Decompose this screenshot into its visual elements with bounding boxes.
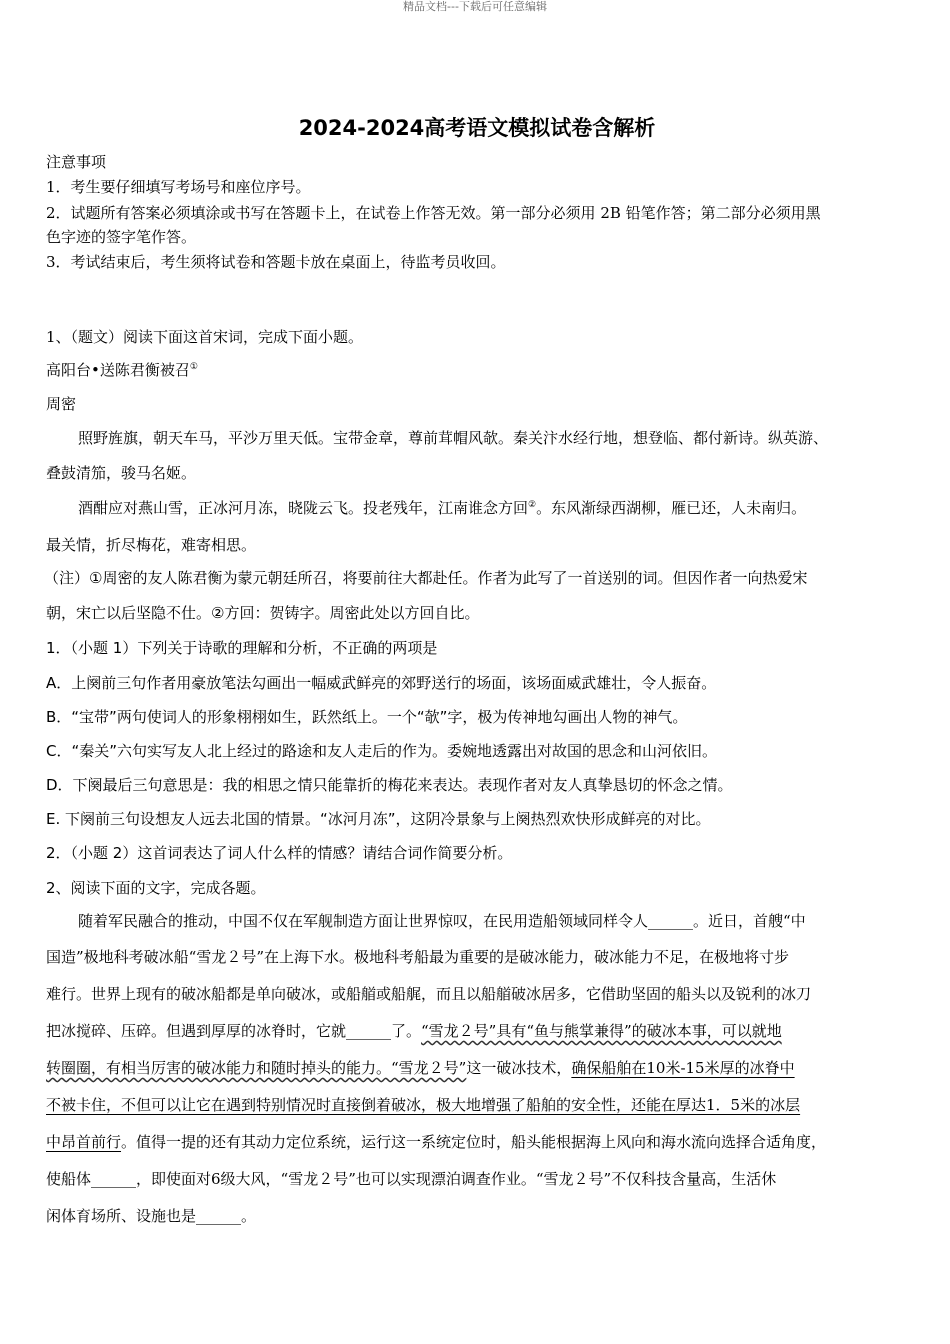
poem-stanza-1: 照野旌旗，朝天车马，平沙万里天低。宝带金章，尊前茸帽风欹。秦关汴水经行地，想登临、都付新诗。纵英游、 [78,429,829,447]
passage-line-2: 国造”极地科考破冰船“雪龙２号”在上海下水。极地科考船最为重要的是破冰能力，破冰能力不足，在极地将寸步 [46,948,790,966]
option-e: E. 下阕前三句设想友人远去北国的情景。“冰河月冻”，这阴冷景象与上阕热烈欢快形成鲜亮的对比。 [46,810,711,828]
poem-note-cont: 朝，宋亡以后坚隐不仕。②方回：贺铸字。周密此处以方回自比。 [46,604,480,622]
passage-line-3: 难行。世界上现有的破冰船都是单向破冰，或船艏或船艉，而且以船艏破冰居多，它借助坚固的船头以及锐利的冰刀 [46,985,812,1003]
option-b: B．“宝带”两句使词人的形象栩栩如生，跃然纸上。一个“欹”字，极为传神地勾画出人物的神气。 [46,708,688,726]
poem-stanza-1-cont: 叠鼓清笳，骏马名姬。 [46,464,197,482]
passage-line-4-text: 把冰搅碎、压碎。但遇到厚厚的冰脊时，它就______了。 [46,1022,422,1040]
poem-note: （注）①周密的友人陈君衡为蒙元朝廷所召，将要前往大都赴任。作者为此写了一首送别的词。但因作者一向热爱宋 [44,569,808,587]
notice-item-2: 2．试题所有答案必须填涂或书写在答题卡上，在试卷上作答无效。第一部分必须用 2B 铅笔作答；第二部分必须用黑 [46,204,821,222]
underlined-sentence: 确保船舶在10米-15米厚的冰脊中 [571,1059,795,1077]
sub-question-1: 1．（小题 1）下列关于诗歌的理解和分析，不正确的两项是 [46,639,438,657]
poem-stanza-2-text: 酒酣应对燕山雪，正冰河月冻，晓陇云飞。投老残年，江南谁念方回 [78,499,529,517]
wavy-underlined-sentence-cont: 转圈圈，有相当厉害的破冰能力和随时掉头的能力。“雪龙２号” [46,1059,467,1077]
question-1-intro: 1、（题文）阅读下面这首宋词，完成下面小题。 [46,328,364,346]
poem-stanza-2-text-b: 。东风渐绿西湖柳，雁已还，人未南归。 [536,499,807,517]
option-d: D．下阕最后三句意思是：我的相思之情只能靠折的梅花来表达。表现作者对友人真挚恳切的怀念之情。 [46,776,733,794]
sub-question-2: 2．（小题 2）这首词表达了词人什么样的情感？请结合词作简要分析。 [46,844,513,862]
poem-title-text: 高阳台•送陈君衡被召 [46,361,190,379]
option-c: C．“秦关”六句实写友人北上经过的路途和友人走后的作为。委婉地透露出对故国的思念和山河依旧。 [46,742,718,760]
passage-line-9: 闲体育场所、设施也是______。 [46,1207,257,1225]
passage-line-4 [46,1021,908,1041]
poem-author: 周密 [46,395,77,413]
passage-line-7-text: 。值得一提的还有其动力定位系统，运行这一系统定位时，船头能根据海上风向和海水流向选择合适角度， [121,1133,827,1151]
notice-item-3: 3．考试结束后，考生须将试卷和答题卡放在桌面上，待监考员收回。 [46,253,506,271]
notice-item-1: 1．考生要仔细填写考场号和座位序号。 [46,178,311,196]
passage-line-8: 使船体______，即使面对6级大风，“雪龙２号”也可以实现漂泊调查作业。“雪龙２号”不仅科技含量高，生活休 [46,1170,777,1188]
header-note: 精品文档---下载后可任意编辑 [403,0,547,13]
notice-item-2-cont: 色字迹的签字笔作答。 [46,228,197,246]
poem-footnote-mark-2: ② [528,500,537,510]
notice-heading: 注意事项 [46,153,107,171]
passage-line-6 [46,1095,908,1115]
passage-line-5-text: 这一破冰技术， [466,1059,572,1077]
underlined-sentence-end: 中昂首前行 [46,1133,122,1151]
poem-title [46,360,908,380]
wavy-underlined-sentence: “雪龙２号”具有“鱼与熊掌兼得”的破冰本事，可以就地 [421,1022,782,1040]
underlined-sentence-cont: 不被卡住，不但可以让它在遇到特别情况时直接倒着破冰，极大地增强了船舶的安全性，还能在厚达1．5米的冰层 [46,1096,801,1114]
poem-stanza-2-cont: 最关情，折尽梅花，难寄相思。 [46,536,257,554]
poem-stanza-2 [46,498,940,518]
passage-line-7 [46,1132,908,1152]
passage-line-1: 随着军民融合的推动，中国不仅在军舰制造方面让世界惊叹，在民用造船领域同样令人______。近日，首艘“中 [78,912,806,930]
question-2-intro: 2、阅读下面的文字，完成各题。 [46,879,266,897]
passage-line-5 [46,1058,908,1078]
option-a: A．上阕前三句作者用豪放笔法勾画出一幅威武鲜亮的郊野送行的场面，该场面威武雄壮，令人振奋。 [46,674,717,692]
poem-title-footnote-mark: ① [189,362,198,372]
page-title: 2024-2024高考语文模拟试卷含解析 [298,116,656,140]
